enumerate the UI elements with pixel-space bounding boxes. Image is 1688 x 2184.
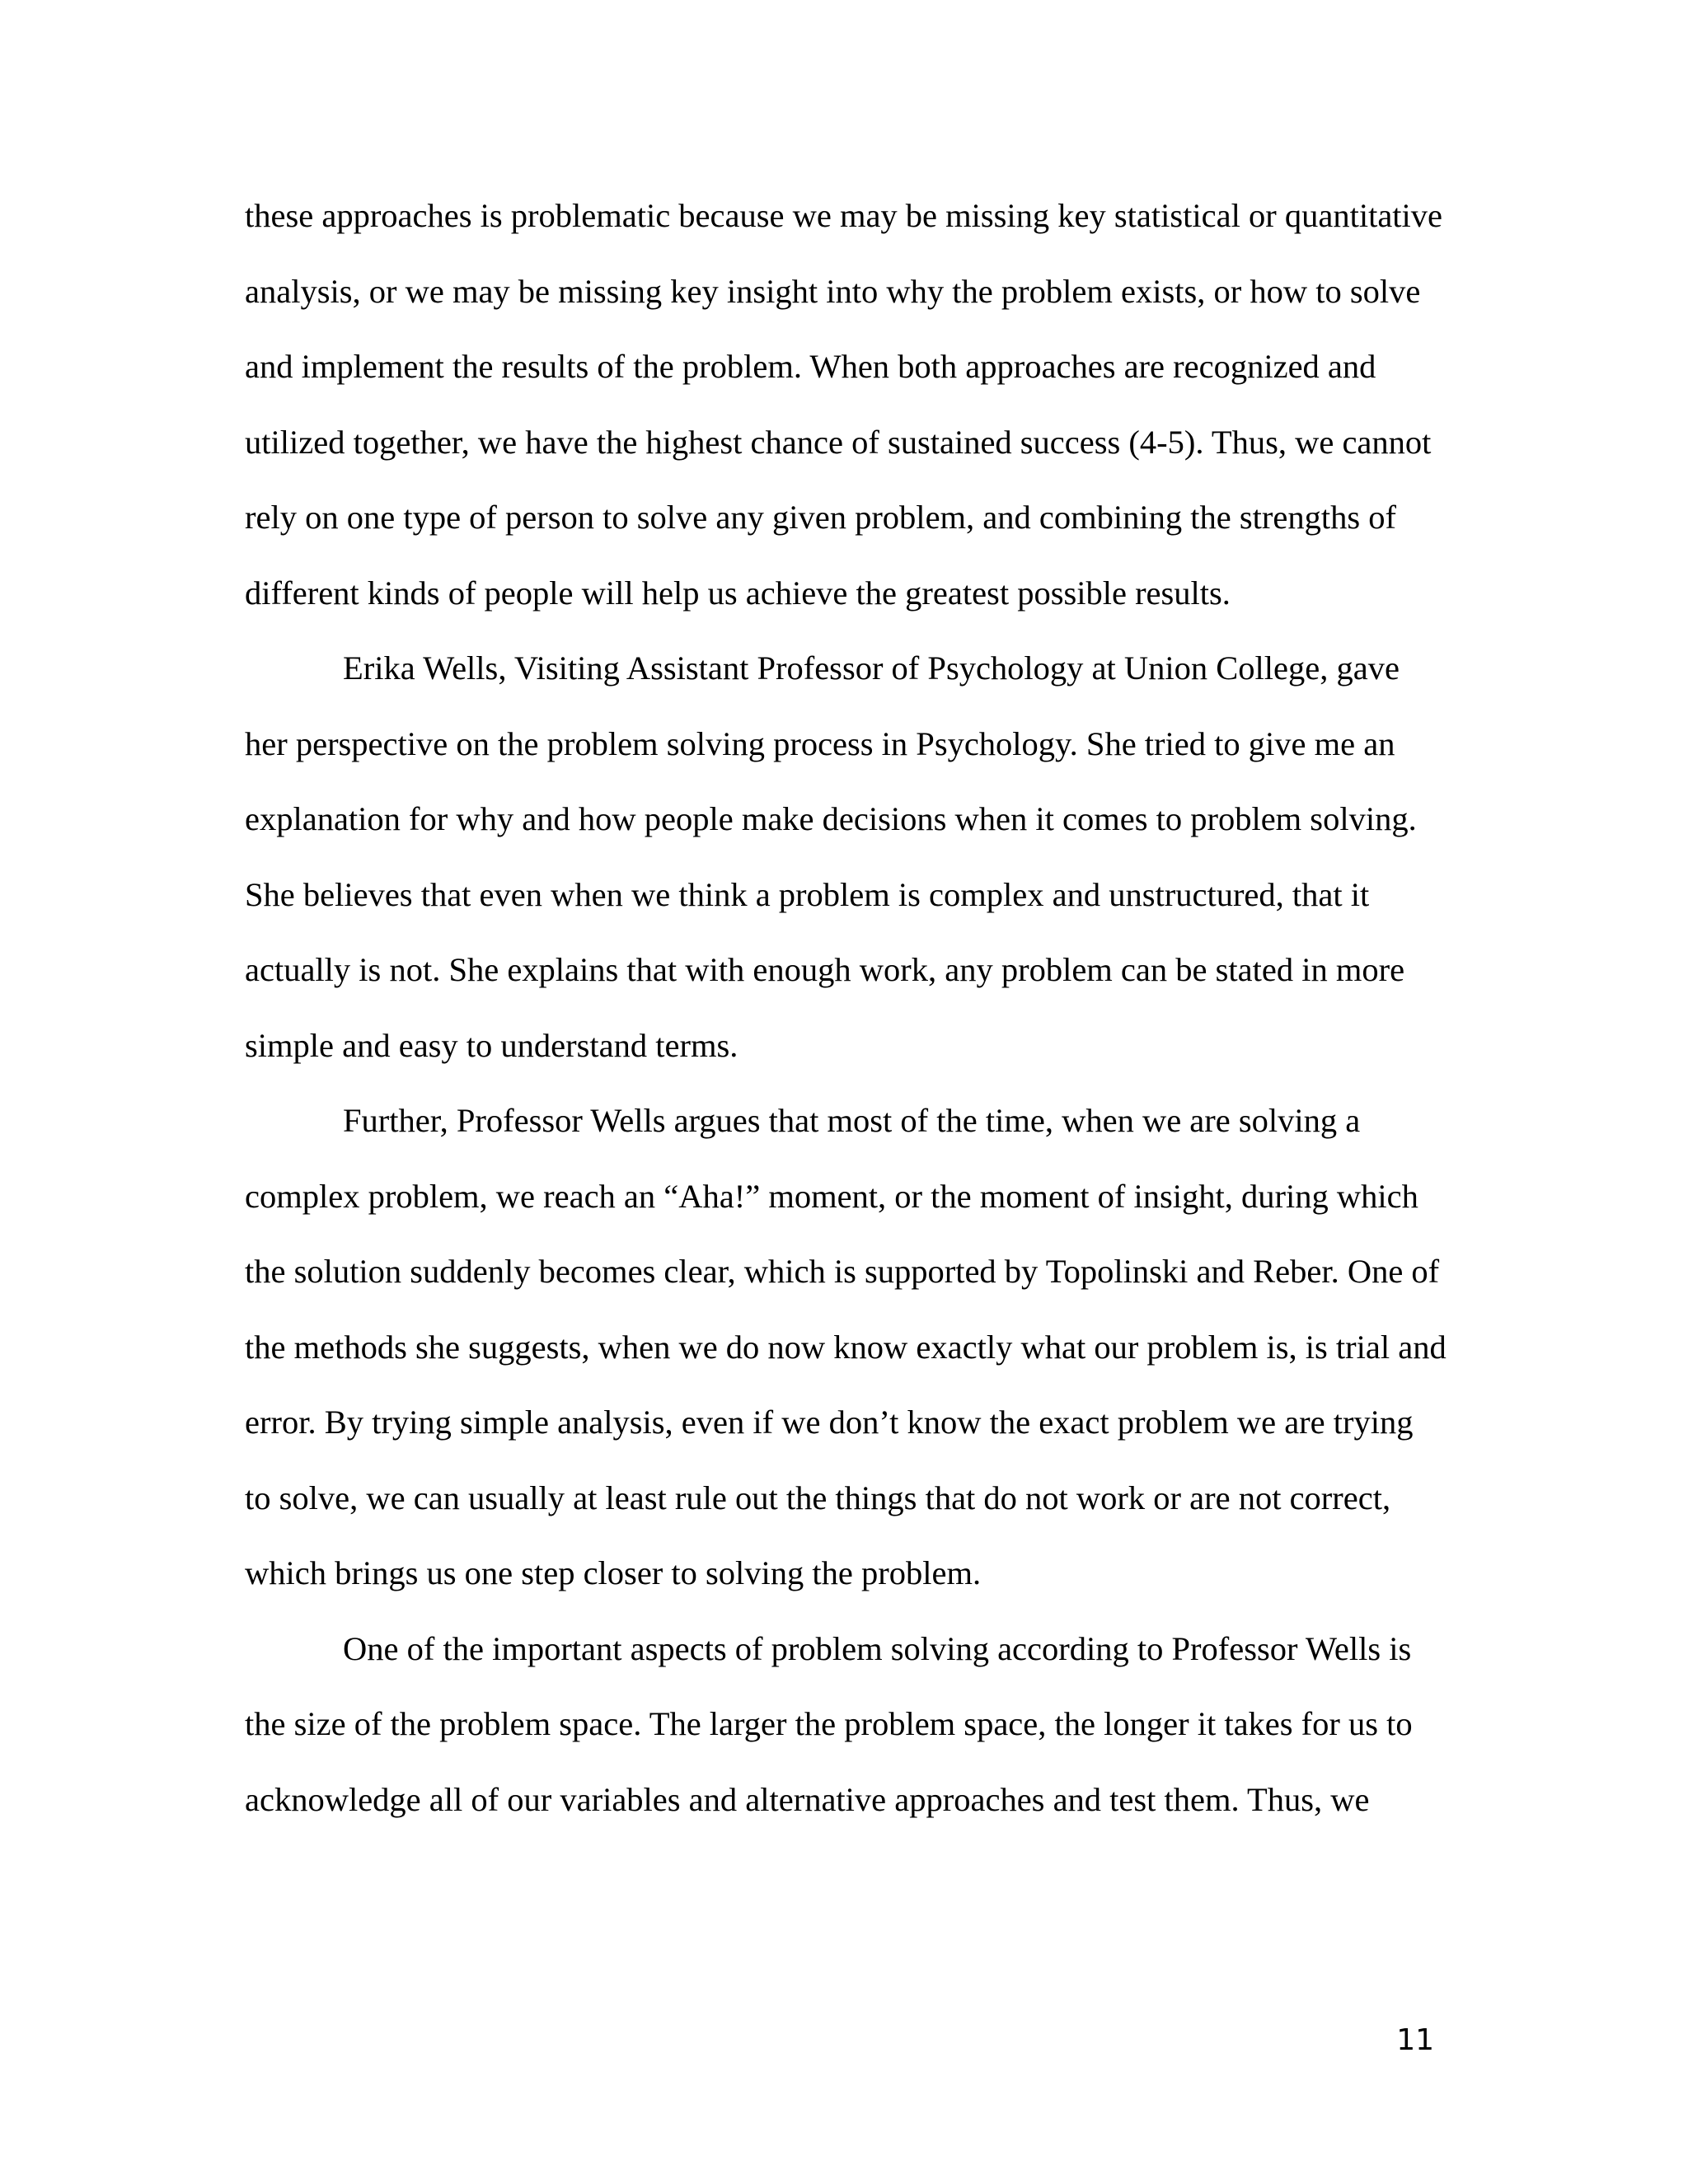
text-line: and implement the results of the problem. When both approaches are recognized and [245, 348, 1376, 385]
text-line: simple and easy to understand terms. [245, 1026, 738, 1064]
text-line: different kinds of people will help us achieve the greatest possible results. [245, 574, 1231, 612]
paragraph-1 [245, 188, 1443, 640]
text-line: utilized together, we have the highest chance of sustained success (4-5). Thus, we cannot [245, 423, 1432, 461]
text-line-indented: Erika Wells, Visiting Assistant Professor of Psychology at Union College, gave [343, 649, 1400, 687]
body-text [245, 188, 1447, 1847]
text-line: these approaches is problematic because we may be missing key statistical or quantitative [245, 197, 1443, 234]
text-line: acknowledge all of our variables and alternative approaches and test them. Thus, we [245, 1780, 1370, 1818]
text-line: actually is not. She explains that with enough work, any problem can be stated in more [245, 951, 1405, 988]
text-line: She believes that even when we think a problem is complex and unstructured, that it [245, 875, 1370, 913]
text-line: rely on one type of person to solve any given problem, and combining the strengths of [245, 499, 1396, 536]
text-line: complex problem, we reach an “Aha!” moment, or the moment of insight, during which [245, 1177, 1418, 1215]
text-line: the size of the problem space. The larger the problem space, the longer it takes for us to [245, 1705, 1413, 1742]
page-number: 11 [1396, 2023, 1434, 2057]
text-line: which brings us one step closer to solving the problem. [245, 1554, 982, 1591]
text-line: her perspective on the problem solving process in Psychology. She tried to give me an [245, 724, 1395, 762]
text-line: to solve, we can usually at least rule out the things that do not work or are not correct, [245, 1479, 1391, 1516]
text-line: explanation for why and how people make decisions when it comes to problem solving. [245, 800, 1417, 837]
text-line: the methods she suggests, when we do now know exactly what our problem is, is trial and [245, 1328, 1447, 1366]
text-line: the solution suddenly becomes clear, which is supported by Topolinski and Reber. One of [245, 1253, 1440, 1290]
paragraph-2 [245, 640, 1432, 1093]
paragraph-4 [245, 1621, 1432, 1848]
text-line: error. By trying simple analysis, even if we don’t know the exact problem we are trying [245, 1404, 1414, 1441]
text-line-indented: Further, Professor Wells argues that most of the time, when we are solving a [343, 1102, 1361, 1139]
text-line: analysis, or we may be missing key insight into why the problem exists, or how to solve [245, 272, 1421, 310]
text-line-indented: One of the important aspects of problem solving according to Professor Wells is [343, 1629, 1412, 1667]
paragraph-3 [245, 1093, 1447, 1621]
